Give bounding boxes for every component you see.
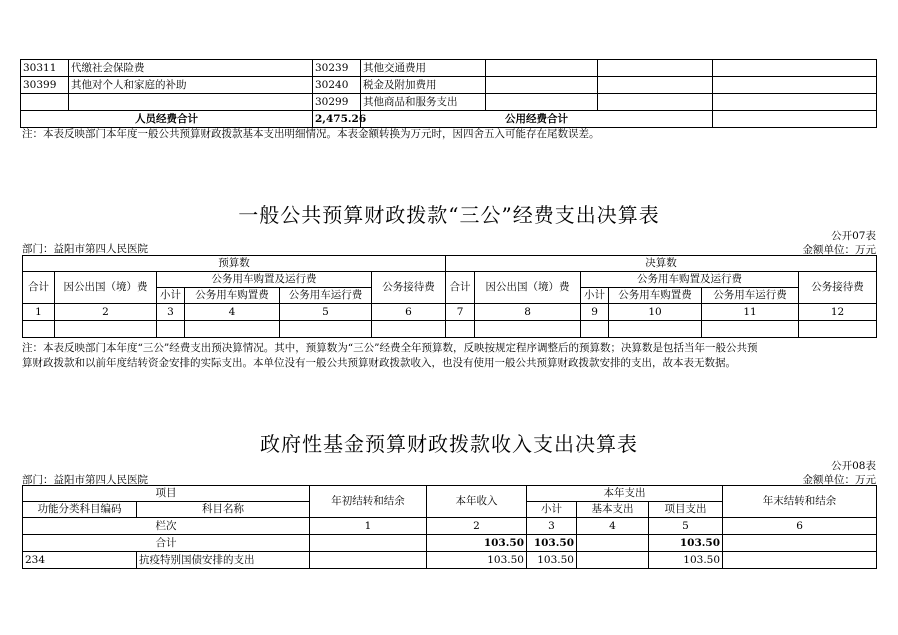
name-cell: 税金及附加费用 xyxy=(361,77,486,94)
name-cell: 代缴社会保险费 xyxy=(69,60,313,77)
purchase-header: 公务用车购置费 xyxy=(609,288,702,304)
total-subtotal: 103.50 xyxy=(527,535,577,552)
three-public-expense-table xyxy=(22,255,877,338)
personnel-total-value: 2,475.26 xyxy=(313,111,361,128)
total-income: 103.50 xyxy=(427,535,527,552)
col-label: 栏次 xyxy=(23,518,310,535)
row-project: 103.50 xyxy=(649,552,723,569)
begin-balance-header: 年初结转和结余 xyxy=(310,486,427,518)
note-basic-expense: 注：本表反映部门本年度一般公共预算财政拨款基本支出明细情况。本表金额转换为万元时，因四舍五入可能存在尾数误差。 xyxy=(22,128,600,140)
personnel-total-label: 人员经费合计 xyxy=(21,111,313,128)
public-total-label: 公用经费合计 xyxy=(361,111,713,128)
reception-header: 公务接待费 xyxy=(372,272,446,304)
vehicle-header: 公务用车购置及运行费 xyxy=(581,272,799,288)
column-number-row: 栏次 1 2 3 4 5 6 xyxy=(23,518,877,535)
total-header: 合计 xyxy=(23,272,55,304)
abroad-header: 因公出国（境）费 xyxy=(475,272,581,304)
row-subtotal: 103.50 xyxy=(527,552,577,569)
total-row xyxy=(23,535,877,552)
row-name: 抗疫特别国债安排的支出 xyxy=(137,552,310,569)
name-cell: 其他商品和服务支出 xyxy=(361,94,486,111)
table08-unit: 金额单位：万元 xyxy=(802,474,876,486)
total-label: 合计 xyxy=(23,535,310,552)
table-row xyxy=(21,77,877,94)
table08-dept: 部门：益阳市第四人民医院 xyxy=(22,474,148,486)
total-project: 103.50 xyxy=(649,535,723,552)
income-header: 本年收入 xyxy=(427,486,527,518)
operation-header: 公务用车运行费 xyxy=(280,288,372,304)
final-header: 决算数 xyxy=(446,256,877,272)
code-cell: 30311 xyxy=(21,60,69,77)
table-row xyxy=(21,94,877,111)
subtotal-header: 小计 xyxy=(581,288,609,304)
basic-expense-table xyxy=(20,59,877,128)
subtotal-header: 小计 xyxy=(157,288,185,304)
operation-header: 公务用车运行费 xyxy=(702,288,799,304)
subject-header: 科目名称 xyxy=(137,502,310,518)
note-three-public-line2: 算财政拨款和以前年度结转资金安排的实际支出。本单位没有一般公共预算财政拨款收入，也没有使用一般公共预算财政拨款安排的支出，故本表无数据。 xyxy=(22,357,736,369)
end-balance-header: 年末结转和结余 xyxy=(723,486,877,518)
table07-title: 一般公共预算财政拨款“三公”经费支出决算表 xyxy=(238,203,660,227)
expense-header: 本年支出 xyxy=(527,486,723,502)
name-cell: 其他交通费用 xyxy=(361,60,486,77)
name-cell: 其他对个人和家庭的补助 xyxy=(69,77,313,94)
row-code: 234 xyxy=(23,552,137,569)
code-cell: 30240 xyxy=(313,77,361,94)
table07-unit: 金额单位：万元 xyxy=(802,244,876,256)
vehicle-header: 公务用车购置及运行费 xyxy=(157,272,372,288)
code-cell: 30299 xyxy=(313,94,361,111)
note-three-public-line1: 注：本表反映部门本年度“三公”经费支出预决算情况。其中，预算数为“三公”经费全年预算数，反映按规定程序调整后的预算数；决算数是包括当年一般公共预 xyxy=(22,342,758,354)
gov-fund-table xyxy=(22,485,877,569)
reception-header: 公务接待费 xyxy=(799,272,877,304)
code-cell: 30399 xyxy=(21,77,69,94)
table07-dept: 部门：益阳市第四人民医院 xyxy=(22,243,148,255)
item-header: 项目 xyxy=(23,486,310,502)
column-number-row: 1 2 3 4 5 6 7 8 9 10 11 12 xyxy=(23,304,877,321)
subtotal-header: 小计 xyxy=(527,502,577,518)
empty-data-row xyxy=(23,321,877,338)
table-row xyxy=(23,552,877,569)
purchase-header: 公务用车购置费 xyxy=(185,288,280,304)
row-income: 103.50 xyxy=(427,552,527,569)
total-header: 合计 xyxy=(446,272,475,304)
basic-expense-header: 基本支出 xyxy=(577,502,649,518)
table08-code: 公开08表 xyxy=(831,460,876,472)
table-row xyxy=(21,60,877,77)
abroad-header: 因公出国（境）费 xyxy=(55,272,157,304)
func-code-header: 功能分类科目编码 xyxy=(23,502,137,518)
code-cell: 30239 xyxy=(313,60,361,77)
total-row xyxy=(21,111,877,128)
table07-code: 公开07表 xyxy=(831,230,876,242)
project-expense-header: 项目支出 xyxy=(649,502,723,518)
budget-header: 预算数 xyxy=(23,256,446,272)
table08-title: 政府性基金预算财政拨款收入支出决算表 xyxy=(260,432,638,456)
